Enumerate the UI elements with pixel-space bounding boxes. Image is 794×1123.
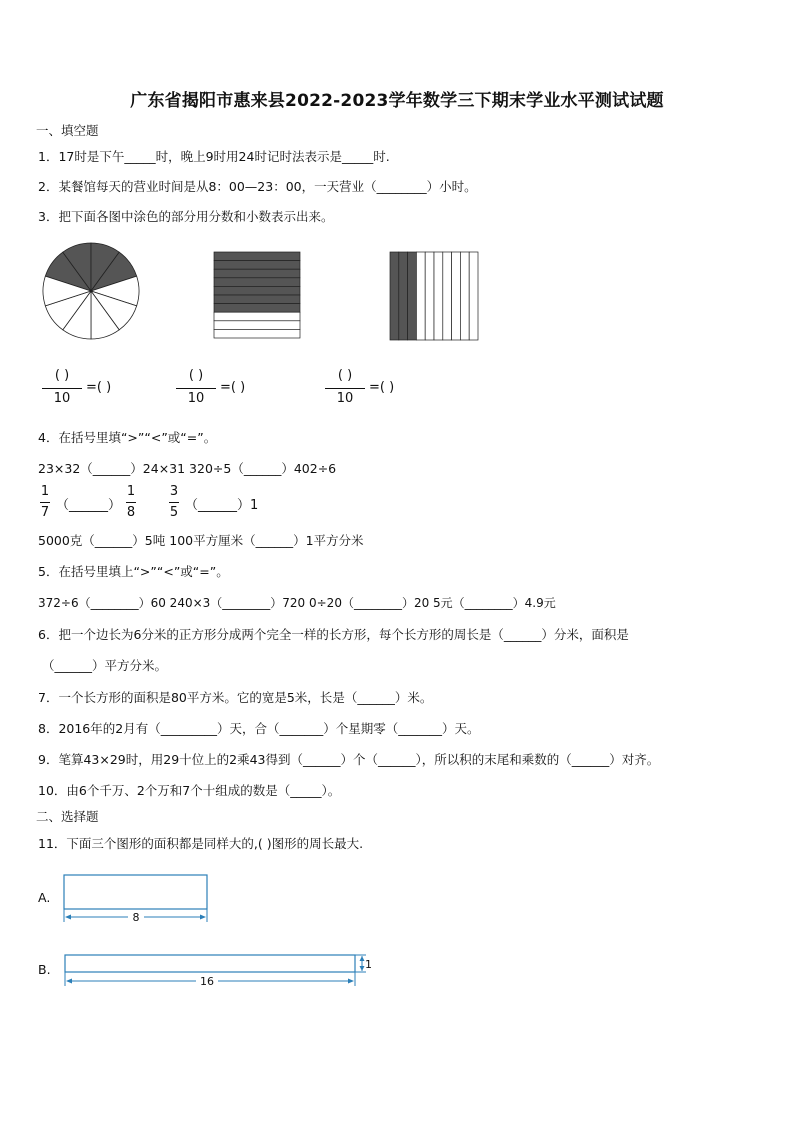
dimension-label: 1 (365, 958, 372, 971)
decimal-blank: =( ) (220, 380, 246, 395)
rect-strip (425, 252, 434, 340)
fraction-bar (40, 502, 50, 503)
square-strip (214, 269, 300, 278)
question-3: 3．把下面各图中涂色的部分用分数和小数表示出来。 (38, 209, 334, 224)
fraction-bar (42, 388, 82, 389)
circle-figure (40, 240, 142, 342)
square-strip (214, 261, 300, 270)
question-8: 8．2016年的2月有（_________）天，合（_______）个星期零（_______）天。 (38, 721, 480, 736)
rect-strip (460, 252, 469, 340)
rect-strip (434, 252, 443, 340)
square-strip (214, 312, 300, 321)
dimension-label: 8 (132, 911, 140, 924)
question-4: 4．在括号里填“>”“<”或“=”。 (38, 430, 217, 445)
question-4-line-1: 23×32（______）24×31 320÷5（______）402÷6 (38, 461, 337, 476)
rect-strip (390, 252, 399, 340)
square-strip (214, 304, 300, 313)
fraction-numerator: 1 (126, 484, 136, 499)
question-5: 5．在括号里填上“>”“<”或“=”。 (38, 564, 229, 579)
fraction-denominator: 5 (169, 505, 179, 520)
rect-strip (399, 252, 408, 340)
fraction-denominator: 8 (126, 505, 136, 520)
square-strip (214, 278, 300, 287)
question-9: 9．笔算43×29时，用29十位上的2乘43得到（______）个（______），所以积的末尾和乘数的（______）对齐。 (38, 752, 660, 767)
square-strip (214, 286, 300, 295)
circle-sectors (43, 243, 139, 339)
fraction-numerator: ( ) (188, 368, 204, 383)
question-11: 11．下面三个图形的面积都是同样大的,( )图形的周长最大. (38, 836, 364, 851)
q4-fraction-compare-1 (38, 484, 148, 524)
fraction-numerator: ( ) (337, 368, 353, 383)
fraction-denominator: 10 (53, 391, 71, 406)
question-2: 2．某餐馆每天的营业时间是从8：00—23：00，一天营业（________）小时。 (38, 179, 477, 194)
fraction-bar (126, 502, 136, 503)
section-heading-choice: 二、选择题 (36, 809, 99, 824)
rect-strip (408, 252, 417, 340)
question-6-continued: （______）平方分米。 (42, 658, 168, 673)
q4-fraction-compare-2 (167, 484, 277, 524)
square-strip (214, 321, 300, 330)
compare-blank: （______） (56, 498, 122, 513)
fraction-denominator: 7 (40, 505, 50, 520)
fraction-bar (325, 388, 365, 389)
rect-figure (386, 250, 482, 342)
rectangle-shape (64, 875, 207, 909)
option-a-rectangle (60, 872, 212, 928)
rect-strip (452, 252, 461, 340)
arrow-left-icon (65, 915, 71, 920)
compare-blank: （______）1 (185, 498, 259, 513)
dimension-label: 16 (200, 975, 214, 988)
square-strips (214, 252, 300, 338)
decimal-blank: =( ) (369, 380, 395, 395)
decimal-blank: =( ) (86, 380, 112, 395)
square-strip (214, 329, 300, 338)
arrow-right-icon (200, 915, 206, 920)
option-a-label: A. (38, 890, 51, 905)
option-b-label: B. (38, 962, 51, 977)
fraction-numerator: 3 (169, 484, 179, 499)
fraction-denominator: 10 (336, 391, 354, 406)
option-b-rectangle (60, 950, 380, 994)
rect-strip (416, 252, 425, 340)
question-10: 10．由6个千万、2个万和7个十组成的数是（_____）。 (38, 783, 341, 798)
question-1: 1．17时是下午_____时，晚上9时用24时记时法表示是_____时. (38, 149, 390, 164)
arrow-up-icon (360, 956, 365, 961)
q3-fraction-2 (174, 368, 294, 410)
square-strip (214, 252, 300, 261)
fraction-bar (169, 502, 179, 503)
rect-strip (443, 252, 452, 340)
question-4-line-3: 5000克（______）5吨 100平方厘米（______）1平方分米 (38, 533, 364, 548)
page-title: 广东省揭阳市惠来县2022-2023学年数学三下期末学业水平测试试题 (130, 91, 664, 111)
rectangle-shape (65, 955, 355, 972)
rect-strip (469, 252, 478, 340)
question-7: 7．一个长方形的面积是80平方米。它的宽是5米，长是（______）米。 (38, 690, 433, 705)
arrow-left-icon (66, 979, 72, 984)
q3-fraction-3 (323, 368, 443, 410)
fraction-denominator: 10 (187, 391, 205, 406)
fraction-numerator: ( ) (54, 368, 70, 383)
section-heading-fill-blank: 一、填空题 (36, 123, 99, 138)
arrow-down-icon (360, 966, 365, 971)
fraction-bar (176, 388, 216, 389)
question-6: 6．把一个边长为6分米的正方形分成两个完全一样的长方形，每个长方形的周长是（______）分米，面积是 (38, 627, 629, 642)
question-5-line: 372÷6（________）60 240×3（________）720 0÷20（________）20 5元（________）4.9元 (38, 596, 556, 610)
rect-strips (390, 252, 478, 340)
q3-fraction-1 (40, 368, 160, 410)
square-strip (214, 295, 300, 304)
arrow-right-icon (348, 979, 354, 984)
fraction-numerator: 1 (40, 484, 50, 499)
square-figure (212, 250, 304, 342)
